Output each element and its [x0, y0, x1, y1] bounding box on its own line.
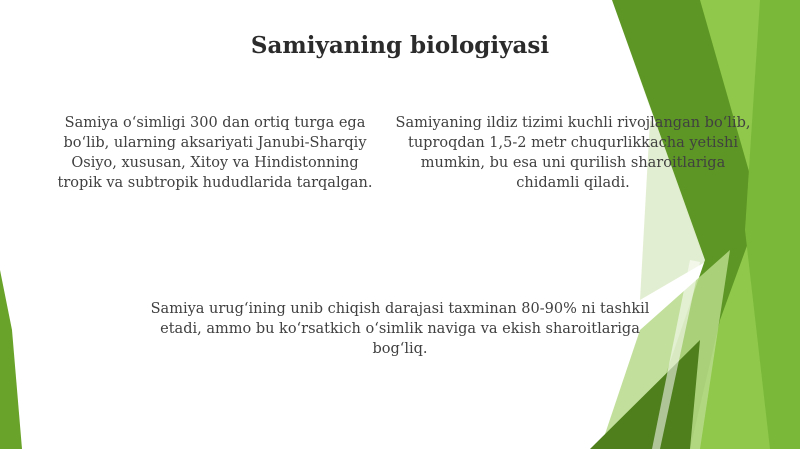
left-green-sliver — [0, 270, 22, 449]
slide-title: Samiyaning biologiyasi — [250, 32, 550, 59]
paragraph-germination-rate: Samiya urugʻining unib chiqish darajasi taxminan 80-90% ni tashkil etadi, ammo bu koʻrsatkich oʻsimlik naviga va ekish sharoitlariga bogʻliq. — [150, 301, 650, 357]
paragraph-root-system: Samiyaning ildiz tizimi kuchli rivojlangan boʻlib, tuproqdan 1,5-2 metr chuqurlikkacha yetishi mumkin, bu esa uni qurilish sharoitlariga chidamli qiladi. — [395, 115, 751, 191]
paragraph-species-distribution: Samiya oʻsimligi 300 dan ortiq turga ega boʻlib, ularning aksariyati Janubi-Sharqiy Osiyo, xususan, Xitoy va Hindistonning tropik va subtropik hududlarida tarqalgan. — [57, 115, 373, 191]
